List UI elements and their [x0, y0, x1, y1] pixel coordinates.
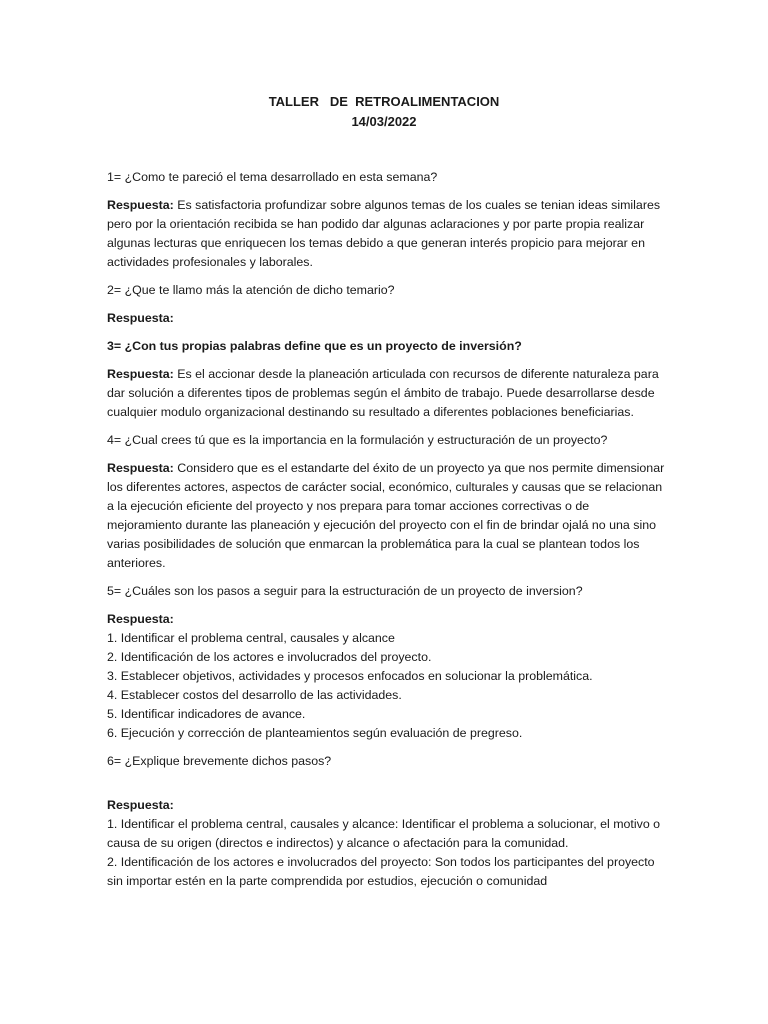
answer-2-label: Respuesta:	[107, 311, 174, 325]
answer-label: Respuesta:	[107, 367, 174, 381]
question-3: 3= ¿Con tus propias palabras define que es un proyecto de inversión?	[107, 339, 522, 353]
list-item: 6. Ejecución y corrección de planteamientos según evaluación de pregreso.	[107, 726, 523, 740]
answer-5	[107, 610, 667, 743]
document-date: 14/03/2022	[351, 114, 417, 129]
answer-text: Es el accionar desde la planeación articulada con recursos de diferente naturaleza para dar solución a diferentes tipos de problemas según el ámbito de trabajo. Puede desarrollarse desde cualquier modulo organizacional destinando su resultado a diferentes poblaciones beneficiarias.	[107, 367, 659, 419]
answer-text: Considero que es el estandarte del éxito de un proyecto ya que nos permite dimensionar los diferentes actores, aspectos de carácter social, económico, culturales y causas que se relacionan a la ejecución eficiente del proyecto y nos prepara para tomar acciones correctivas o de mejoramiento durante las planeación y ejecución del proyecto con el fin de brindar ojalá no una sino varias posibilidades de solución que enmarcan la problemática para la cual se plantean todos los anteriores.	[107, 461, 665, 570]
question-2: 2= ¿Que te llamo más la atención de dicho temario?	[107, 283, 395, 297]
answer-label: Respuesta:	[107, 461, 174, 475]
list-item: 5. Identificar indicadores de avance.	[107, 707, 306, 721]
question-1: 1= ¿Como te pareció el tema desarrollado en esta semana?	[107, 170, 438, 184]
list-item: 1. Identificar el problema central, causales y alcance: Identificar el problema a solucionar, el motivo o causa de su origen (directos e indirectos) y alcance o afectación para la comunidad.	[107, 817, 661, 850]
question-4: 4= ¿Cual crees tú que es la importancia en la formulación y estructuración de un proyecto?	[107, 433, 608, 447]
list-item: 3. Establecer objetivos, actividades y procesos enfocados en solucionar la problemática.	[107, 669, 593, 683]
answer-label: Respuesta:	[107, 198, 174, 212]
answer-3	[107, 365, 667, 422]
answer-4	[107, 459, 667, 573]
document-title: TALLER DE RETROALIMENTACION	[268, 94, 500, 109]
question-6: 6= ¿Explique brevemente dichos pasos?	[107, 754, 332, 768]
answer-label: Respuesta:	[107, 612, 174, 626]
document-body	[107, 168, 667, 900]
list-item: 1. Identificar el problema central, causales y alcance	[107, 631, 395, 645]
spacer	[107, 780, 667, 796]
title-block	[0, 92, 768, 132]
answer-1	[107, 196, 667, 272]
answer-label: Respuesta:	[107, 798, 174, 812]
list-item: 2. Identificación de los actores e involucrados del proyecto: Son todos los participantes del proyecto sin importar estén en la parte comprendida por estudios, ejecución o comunidad	[107, 855, 655, 888]
answer-text: Es satisfactoria profundizar sobre algunos temas de los cuales se tenian ideas similares pero por la orientación recibida se han podido dar algunas aclaraciones y por parte propia realizar algunas lecturas que enriquecen los temas debido a que generan interés propicio para mejorar en actividades profesionales y laborales.	[107, 198, 661, 269]
answer-6	[107, 796, 667, 891]
list-item: 4. Establecer costos del desarrollo de las actividades.	[107, 688, 402, 702]
question-5: 5= ¿Cuáles son los pasos a seguir para la estructuración de un proyecto de inversion?	[107, 584, 583, 598]
list-item: 2. Identificación de los actores e involucrados del proyecto.	[107, 650, 432, 664]
